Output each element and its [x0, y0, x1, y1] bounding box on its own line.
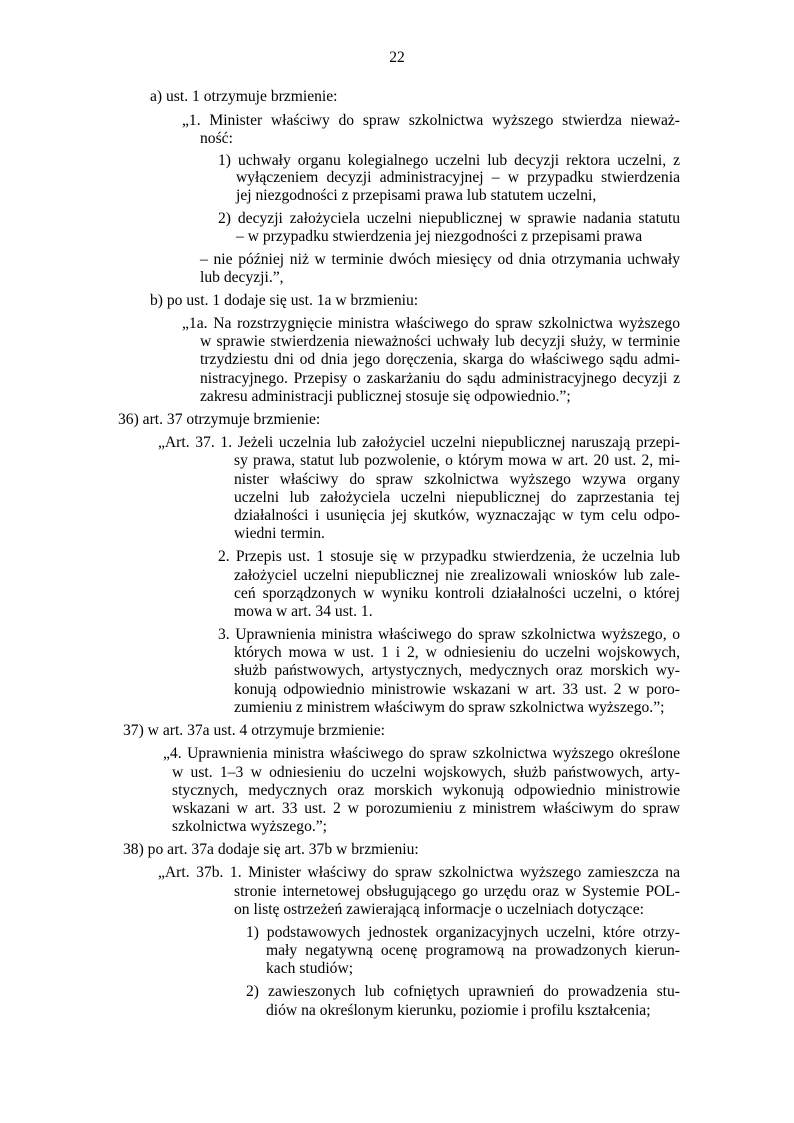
text-line: stycznych, medycznych oraz morskich wykonują odpowiednio ministrowie	[172, 782, 680, 799]
text-line: 36) art. 37 otrzymuje brzmienie:	[118, 411, 321, 428]
text-line: których mowa w ust. 1 i 2, w odniesieniu do uczelni wojskowych,	[234, 644, 680, 661]
text-line: „1. Minister właściwy do spraw szkolnictwa wyższego stwierdza nieważ-	[182, 112, 680, 129]
text-line: ność:	[200, 130, 233, 147]
text-line: on listę ostrzeżeń zawierającą informacje o uczelniach dotyczące:	[234, 901, 644, 918]
text-line: 2) zawieszonych lub cofniętych uprawnień do prowadzenia stu-	[246, 983, 680, 1000]
text-line: wiedni termin.	[234, 525, 325, 542]
text-line: wyłączeniem decyzji administracyjnej – w przypadku stwierdzenia	[236, 169, 680, 186]
text-line: nistracyjnego. Przepisy o zaskarżaniu do sądu administracyjnego decyzji z	[200, 370, 680, 387]
text-line: 38) po art. 37a dodaje się art. 37b w brzmieniu:	[123, 841, 419, 858]
text-line: 1) uchwały organu kolegialnego uczelni lub decyzji rektora uczelni, z	[218, 152, 680, 169]
text-line: „Art. 37b. 1. Minister właściwy do spraw szkolnictwa wyższego zamieszcza na	[158, 864, 680, 881]
text-line: „4. Uprawnienia ministra właściwego do spraw szkolnictwa wyższego określone	[163, 745, 680, 762]
text-line: mowa w art. 34 ust. 1.	[234, 603, 373, 620]
text-line: jej niezgodności z przepisami prawa lub statutem uczelni,	[236, 187, 597, 204]
text-line: trzydziestu dni od dnia jego doręczenia, skarga do właściwego sądu admi-	[200, 351, 680, 368]
text-line: uczelni lub założyciela uczelni niepublicznej do zaprzestania tej	[234, 489, 680, 506]
text-line: – nie później niż w terminie dwóch miesięcy od dnia otrzymania uchwały	[200, 251, 680, 268]
text-line: nister właściwy do spraw szkolnictwa wyższego wzywa organy	[234, 471, 680, 488]
text-line: zakresu administracji publicznej stosuje się odpowiednio.”;	[200, 388, 571, 405]
text-line: a) ust. 1 otrzymuje brzmienie:	[150, 88, 338, 105]
text-line: sy prawa, statut lub pozwolenie, o którym mowa w art. 20 ust. 2, mi-	[234, 452, 680, 469]
text-line: konują odpowiednio ministrowie wskazani w art. 33 ust. 2 w poro-	[234, 681, 680, 698]
text-line: 2) decyzji założyciela uczelni niepublicznej w sprawie nadania statutu	[218, 210, 680, 227]
text-line: służb państwowych, artystycznych, medycznych oraz morskich wy-	[234, 662, 680, 679]
text-line: wskazani w art. 33 ust. 2 w porozumieniu z ministrem właściwym do spraw	[172, 800, 680, 817]
text-line: ceń sporządzonych w wyniku kontroli działalności uczelni, o której	[234, 585, 680, 602]
text-line: stronie internetowej obsługującego go urzędu oraz w Systemie POL-	[234, 883, 680, 900]
text-line: w ust. 1–3 w odniesieniu do uczelni wojskowych, służb państwowych, arty-	[172, 764, 680, 781]
text-line: diów na określonym kierunku, poziomie i profilu kształcenia;	[266, 1002, 651, 1019]
text-line: szkolnictwa wyższego.”;	[172, 818, 328, 835]
text-line: założyciel uczelni niepublicznej nie zrealizowali wniosków lub zale-	[234, 567, 680, 584]
text-line: w sprawie stwierdzenia nieważności uchwały lub decyzji służy, w terminie	[200, 333, 680, 350]
page-number: 22	[389, 49, 405, 66]
text-line: działalności i usunięcia jej skutków, wyznaczając w tym celu odpo-	[234, 507, 680, 524]
text-line: mały negatywną ocenę programową na prowadzonych kierun-	[266, 942, 680, 959]
text-line: 2. Przepis ust. 1 stosuje się w przypadku stwierdzenia, że uczelnia lub	[218, 548, 680, 565]
text-line: kach studiów;	[266, 960, 354, 977]
text-line: b) po ust. 1 dodaje się ust. 1a w brzmieniu:	[150, 292, 419, 309]
text-line: lub decyzji.”,	[200, 269, 284, 286]
text-line: „Art. 37. 1. Jeżeli uczelnia lub założyciel uczelni niepublicznej naruszają przepi-	[158, 434, 680, 451]
text-line: 37) w art. 37a ust. 4 otrzymuje brzmienie:	[123, 722, 385, 739]
text-line: – w przypadku stwierdzenia jej niezgodności z przepisami prawa	[236, 228, 643, 245]
text-line: 1) podstawowych jednostek organizacyjnych uczelni, które otrzy-	[246, 924, 680, 941]
text-line: zumieniu z ministrem właściwym do spraw szkolnictwa wyższego.”;	[234, 699, 665, 716]
text-line: 3. Uprawnienia ministra właściwego do spraw szkolnictwa wyższego, o	[218, 626, 680, 643]
text-line: „1a. Na rozstrzygnięcie ministra właściwego do spraw szkolnictwa wyższego	[182, 315, 680, 332]
